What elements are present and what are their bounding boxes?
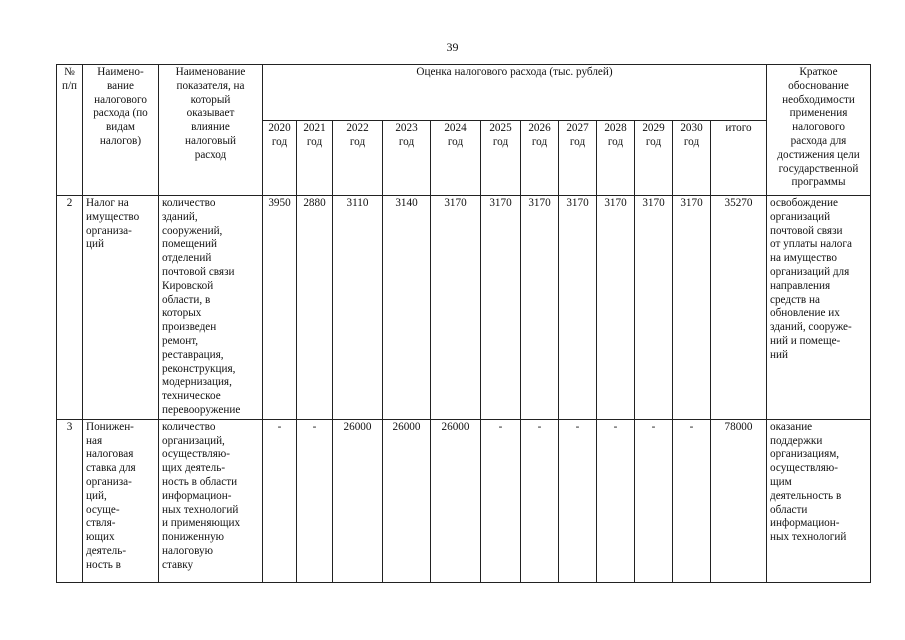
table-row: [57, 196, 871, 420]
expenditure-name: Понижен- ная налоговая ставка для организа- ций, осуще- ствля- ющих деятель- ность в: [83, 419, 159, 582]
header-estimate: Оценка налогового расхода (тыс. рублей): [263, 65, 767, 121]
header-year-2020: 2020 год: [263, 121, 297, 196]
header-year-2022: 2022 год: [333, 121, 383, 196]
header-year-2027: 2027 год: [559, 121, 597, 196]
row-number: 2: [57, 196, 83, 420]
value-total: 35270: [711, 196, 767, 420]
value-2024: 3170: [431, 196, 481, 420]
header-indicator: Наименование показателя, на который оказывает влияние налоговый расход: [159, 65, 263, 196]
value-2021: -: [297, 419, 333, 582]
value-2028: 3170: [597, 196, 635, 420]
header-year-2026: 2026 год: [521, 121, 559, 196]
header-year-2025: 2025 год: [481, 121, 521, 196]
header-year-2029: 2029 год: [635, 121, 673, 196]
tax-expenditure-table: [56, 64, 871, 583]
value-2022: 3110: [333, 196, 383, 420]
row-number: 3: [57, 419, 83, 582]
value-2030: 3170: [673, 196, 711, 420]
value-2025: 3170: [481, 196, 521, 420]
page-number: 39: [446, 40, 459, 54]
value-2026: -: [521, 419, 559, 582]
header-year-2030: 2030 год: [673, 121, 711, 196]
value-2029: -: [635, 419, 673, 582]
value-2030: -: [673, 419, 711, 582]
header-total: итого: [711, 121, 767, 196]
expenditure-name: Налог на имущество организа- ций: [83, 196, 159, 420]
value-2027: 3170: [559, 196, 597, 420]
header-year-2023: 2023 год: [383, 121, 431, 196]
indicator-name: количество зданий, сооружений, помещений отделений почтовой связи Кировской области, в которых произведен ремонт, реставрация, реконструкция, модернизация, техническое перевооружение: [159, 196, 263, 420]
value-total: 78000: [711, 419, 767, 582]
value-2026: 3170: [521, 196, 559, 420]
value-2020: -: [263, 419, 297, 582]
header-row-number: № п/п: [57, 65, 83, 196]
value-2022: 26000: [333, 419, 383, 582]
value-2021: 2880: [297, 196, 333, 420]
value-2024: 26000: [431, 419, 481, 582]
value-2023: 3140: [383, 196, 431, 420]
value-2028: -: [597, 419, 635, 582]
value-2020: 3950: [263, 196, 297, 420]
indicator-name: количество организаций, осуществляю- щих деятель- ность в области информацион- ных технологий и применяющих пониженную налоговую ставку: [159, 419, 263, 582]
header-reason: Краткое обоснование необходимости применения налогового расхода для достижения цели государственной программы: [767, 65, 871, 196]
header-expenditure-name: Наимено- вание налогового расхода (по видам налогов): [83, 65, 159, 196]
header-year-2021: 2021 год: [297, 121, 333, 196]
table-row: [57, 419, 871, 582]
value-2023: 26000: [383, 419, 431, 582]
header-year-2024: 2024 год: [431, 121, 481, 196]
reason-text: оказание поддержки организациям, осуществляю- щим деятельность в области информацион- ных технологий: [767, 419, 871, 582]
reason-text: освобождение организаций почтовой связи от уплаты налога на имущество организаций для направления средств на обновление их зданий, сооруже- ний и помеще- ний: [767, 196, 871, 420]
value-2027: -: [559, 419, 597, 582]
header-year-2028: 2028 год: [597, 121, 635, 196]
value-2029: 3170: [635, 196, 673, 420]
value-2025: -: [481, 419, 521, 582]
